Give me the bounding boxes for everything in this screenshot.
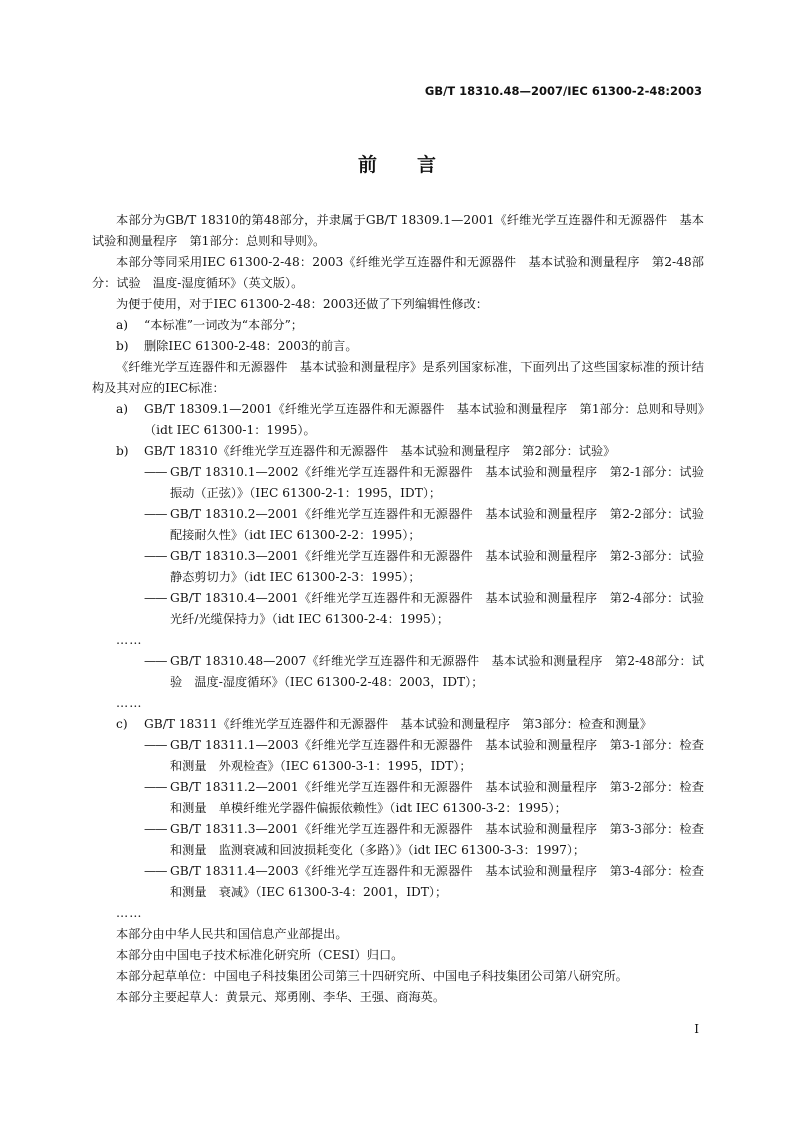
series-item-b: [92, 441, 704, 462]
intro-paragraph-1: 本部分为GB/T 18310的第48部分，并隶属于GB/T 18309.1—2001《纤维光学互连器件和无源器件 基本试验和测量程序 第1部分：总则和导则》。: [92, 213, 704, 248]
series-item-c-mark: c): [116, 717, 128, 731]
foreword-body: [92, 210, 717, 1008]
series-b-subitem-48: [92, 651, 704, 693]
dash-mark: ——: [144, 507, 167, 521]
series-c-subitem: [92, 861, 704, 903]
series-b-subitem-48-text: GB/T 18310.48—2007《纤维光学互连器件和无源器件 基本试验和测量程序 第2-48部分：试验 温度-湿度循环》（IEC 61300-2-48：2003，IDT）；: [170, 654, 704, 689]
series-c-subitem-text: GB/T 18311.4—2003《纤维光学互连器件和无源器件 基本试验和测量程序 第3-4部分：检查和测量 衰减》（IEC 61300-3-4：2001，IDT）；: [170, 864, 704, 899]
dash-mark: ——: [144, 465, 167, 479]
ellipsis: ……: [116, 633, 143, 647]
series-b-subitem-text: GB/T 18310.2—2001《纤维光学互连器件和无源器件 基本试验和测量程序 第2-2部分：试验 配接耐久性》（idt IEC 61300-2-2：1995）；: [170, 507, 717, 542]
closing-paragraph-3: 本部分起草单位：中国电子科技集团公司第三十四研究所、中国电子科技集团公司第八研究所。: [116, 969, 628, 983]
series-intro-paragraph: 《纤维光学互连器件和无源器件 基本试验和测量程序》是系列国家标准，下面列出了这些国家标准的预计结构及其对应的IEC标准：: [92, 360, 704, 395]
series-b-subitem-text: GB/T 18310.3—2001《纤维光学互连器件和无源器件 基本试验和测量程序 第2-3部分：试验 静态剪切力》（idt IEC 61300-2-3：1995）；: [170, 549, 717, 584]
edit-item-a-mark: a): [116, 318, 129, 332]
dash-mark: ——: [144, 738, 167, 752]
series-c-subitem: [92, 735, 704, 777]
closing-paragraph-4: 本部分主要起草人：黄景元、郑勇刚、李华、王强、商海英。: [116, 990, 446, 1004]
dash-mark: ——: [144, 549, 167, 563]
series-c-subitem-text: GB/T 18311.3—2001《纤维光学互连器件和无源器件 基本试验和测量程序 第3-3部分：检查和测量 监测衰减和回波损耗变化（多路）》（idt IEC 61300-3-3：1997）；: [170, 822, 704, 857]
series-item-c: [92, 714, 704, 735]
intro-paragraph-2: 本部分等同采用IEC 61300-2-48：2003《纤维光学互连器件和无源器件 基本试验和测量程序 第2-48部分：试验 温度-湿度循环》（英文版）。: [92, 255, 704, 290]
dash-mark: ——: [144, 780, 167, 794]
page-number: I: [694, 1022, 699, 1036]
dash-mark: ——: [144, 822, 167, 836]
edit-item-b: [92, 336, 704, 357]
intro-paragraph-3: 为便于使用，对于IEC 61300-2-48：2003还做了下列编辑性修改：: [116, 297, 488, 311]
ellipsis: ……: [116, 906, 143, 920]
series-item-a-mark: a): [116, 402, 129, 416]
series-b-subitem: [92, 546, 717, 588]
closing-paragraph-1: 本部分由中华人民共和国信息产业部提出。: [116, 927, 348, 941]
series-item-a-text: GB/T 18309.1—2001《纤维光学互连器件和无源器件 基本试验和测量程序 第1部分：总则和导则》（idt IEC 61300-1：1995）。: [144, 402, 704, 437]
series-b-subitem: [92, 504, 717, 546]
page-title: 前言: [357, 154, 476, 176]
series-b-subitem-text: GB/T 18310.1—2002《纤维光学互连器件和无源器件 基本试验和测量程序 第2-1部分：试验 振动（正弦）》（IEC 61300-2-1：1995，IDT）；: [170, 465, 717, 500]
series-c-subitem-text: GB/T 18311.2—2001《纤维光学互连器件和无源器件 基本试验和测量程序 第3-2部分：检查和测量 单模纤维光学器件偏振依赖性》（idt IEC 61300-3-2：1995）；: [170, 780, 704, 815]
series-item-b-mark: b): [116, 444, 129, 458]
ellipsis: ……: [116, 696, 143, 710]
edit-item-b-mark: b): [116, 339, 129, 353]
standard-number-header: GB/T 18310.48—2007/IEC 61300-2-48:2003: [424, 84, 702, 98]
edit-item-a: [92, 315, 704, 336]
dash-mark: ——: [144, 864, 167, 878]
dash-mark: ——: [144, 654, 167, 668]
series-c-subitem: [92, 777, 704, 819]
dash-mark: ——: [144, 591, 167, 605]
edit-item-a-text: “本标准”一词改为“本部分”；: [144, 318, 303, 332]
series-b-subitem-text: GB/T 18310.4—2001《纤维光学互连器件和无源器件 基本试验和测量程序 第2-4部分：试验 光纤/光缆保持力》（idt IEC 61300-2-4：1995）；: [170, 591, 717, 626]
series-item-a: [92, 399, 704, 441]
series-item-c-text: GB/T 18311《纤维光学互连器件和无源器件 基本试验和测量程序 第3部分：检查和测量》: [144, 717, 652, 731]
series-item-b-text: GB/T 18310《纤维光学互连器件和无源器件 基本试验和测量程序 第2部分：试验》: [144, 444, 616, 458]
series-b-subitem: [92, 462, 717, 504]
edit-item-b-text: 删除IEC 61300-2-48：2003的前言。: [144, 339, 358, 353]
series-c-subitem-text: GB/T 18311.1—2003《纤维光学互连器件和无源器件 基本试验和测量程序 第3-1部分：检查和测量 外观检查》（IEC 61300-3-1：1995，IDT）；: [170, 738, 704, 773]
series-c-subitem: [92, 819, 704, 861]
closing-paragraph-2: 本部分由中国电子技术标准化研究所（CESI）归口。: [116, 948, 404, 962]
series-b-subitem: [92, 588, 717, 630]
